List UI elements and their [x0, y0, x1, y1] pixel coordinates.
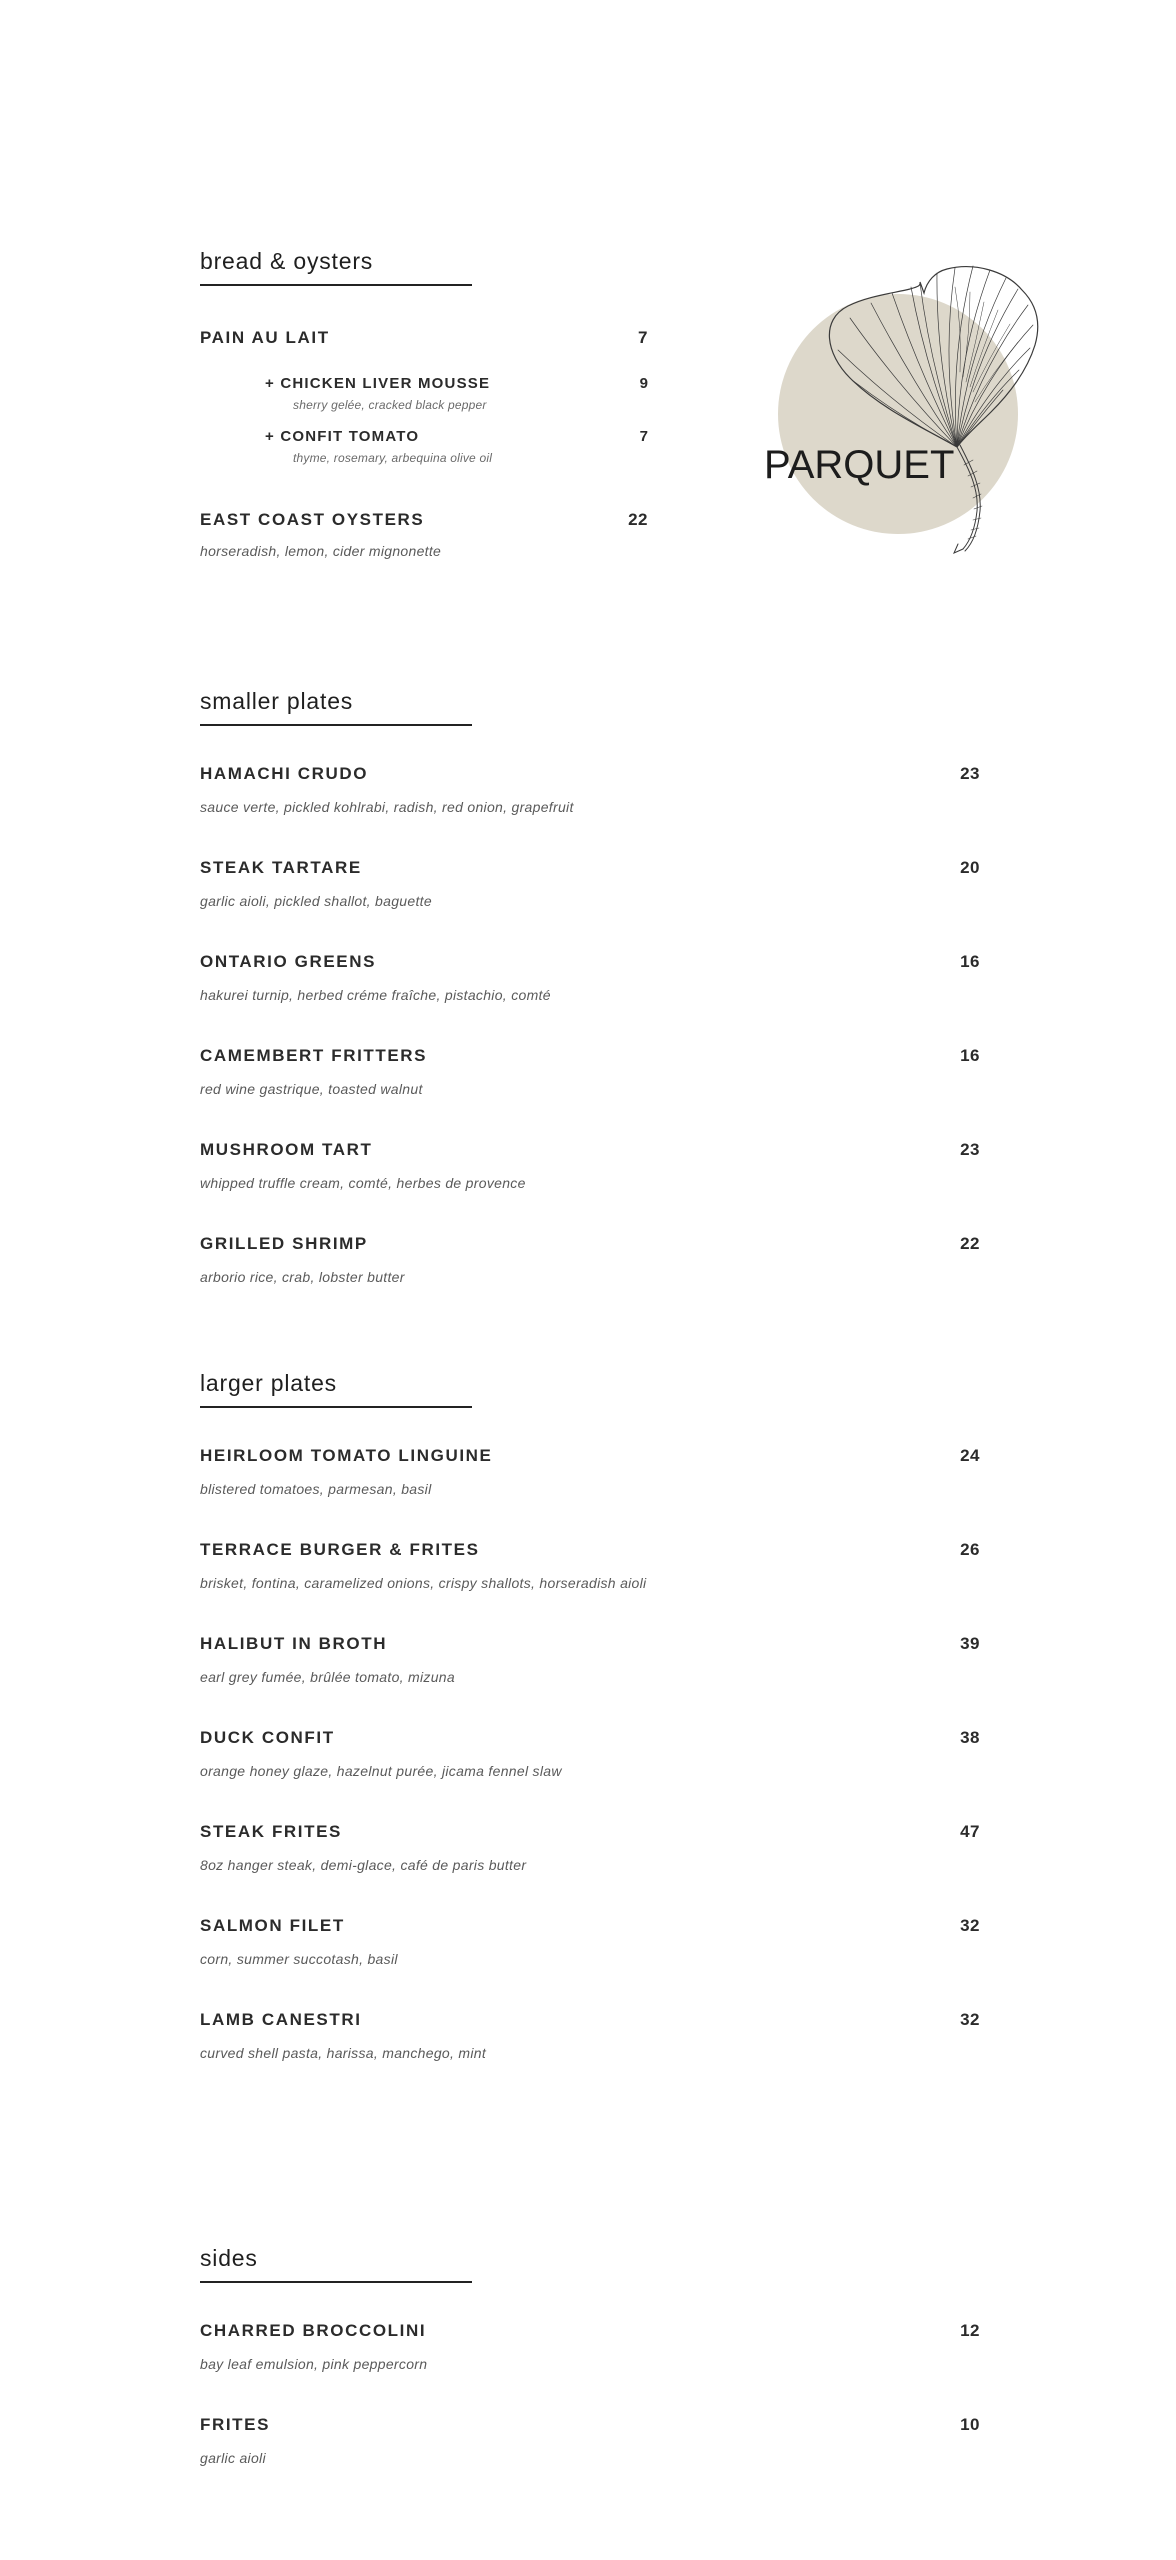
- item-name: ONTARIO GREENS: [200, 952, 377, 971]
- menu-section: [200, 2245, 980, 2509]
- item-name: HALIBUT IN BROTH: [200, 1634, 388, 1653]
- item-row: [200, 2415, 980, 2435]
- item-description: red wine gastrique, toasted walnut: [200, 1081, 423, 1097]
- item-name: EAST COAST OYSTERS: [200, 510, 425, 529]
- item-price: 20: [960, 858, 980, 877]
- section-title: smaller plates: [200, 688, 472, 726]
- item-row: [200, 328, 648, 348]
- item-row: [200, 1540, 980, 1560]
- item-description: bay leaf emulsion, pink peppercorn: [200, 2356, 428, 2372]
- item-description: curved shell pasta, harissa, manchego, mint: [200, 2045, 487, 2061]
- menu-item: [200, 2010, 980, 2062]
- item-name: CHARRED BROCCOLINI: [200, 2321, 427, 2340]
- item-row: [200, 1446, 980, 1466]
- item-price: 16: [960, 1046, 980, 1065]
- item-row: [200, 952, 980, 972]
- item-name: HAMACHI CRUDO: [200, 764, 369, 783]
- item-name: CAMEMBERT FRITTERS: [200, 1046, 428, 1065]
- item-row: [200, 1140, 980, 1160]
- item-addon: [200, 375, 648, 412]
- menu-item: [200, 1046, 980, 1098]
- item-name: HEIRLOOM TOMATO LINGUINE: [200, 1446, 493, 1465]
- item-row: [200, 2321, 980, 2341]
- ginkgo-leaf-icon: [770, 262, 1050, 562]
- menu-item: [200, 1728, 980, 1780]
- item-price: 23: [960, 764, 980, 783]
- item-row: [200, 2010, 980, 2030]
- item-description: horseradish, lemon, cider mignonette: [200, 543, 442, 559]
- item-name: GRILLED SHRIMP: [200, 1234, 368, 1253]
- item-row: [200, 858, 980, 878]
- item-description: garlic aioli, pickled shallot, baguette: [200, 893, 432, 909]
- section-title: sides: [200, 2245, 472, 2283]
- item-price: 12: [960, 2321, 980, 2340]
- item-price: 22: [960, 1234, 980, 1253]
- menu-item: [200, 1822, 980, 1874]
- item-description: hakurei turnip, herbed créme fraîche, pistachio, comté: [200, 987, 551, 1003]
- item-name: STEAK TARTARE: [200, 858, 362, 877]
- menu-item: [200, 1540, 980, 1592]
- item-price: 23: [960, 1140, 980, 1159]
- item-price: 7: [638, 328, 648, 347]
- menu-item: [200, 764, 980, 816]
- item-description: brisket, fontina, caramelized onions, crispy shallots, horseradish aioli: [200, 1575, 647, 1591]
- item-price: 47: [960, 1822, 980, 1841]
- item-description: corn, summer succotash, basil: [200, 1951, 398, 1967]
- item-name: DUCK CONFIT: [200, 1728, 335, 1747]
- addon-row: [265, 375, 648, 393]
- item-name: MUSHROOM TART: [200, 1140, 373, 1159]
- menu-item: [200, 858, 980, 910]
- addon-description: sherry gelée, cracked black pepper: [293, 398, 487, 412]
- item-addon: [200, 428, 648, 465]
- item-price: 32: [960, 2010, 980, 2029]
- menu-item: [200, 1446, 980, 1498]
- item-name: STEAK FRITES: [200, 1822, 342, 1841]
- item-description: whipped truffle cream, comté, herbes de provence: [200, 1175, 526, 1191]
- brand-wordmark: PARQUET: [764, 443, 955, 487]
- item-price: 24: [960, 1446, 980, 1465]
- menu-item: [200, 1634, 980, 1686]
- item-addons: [200, 375, 648, 465]
- menu-item: [200, 1916, 980, 1968]
- menu-item: [200, 1140, 980, 1192]
- addon-price: 7: [639, 428, 648, 445]
- item-row: [200, 510, 648, 530]
- menu-item: [200, 510, 648, 560]
- item-price: 22: [628, 510, 648, 529]
- item-row: [200, 1916, 980, 1936]
- menu-item: [200, 328, 648, 465]
- item-description: garlic aioli: [200, 2450, 266, 2466]
- item-price: 39: [960, 1634, 980, 1653]
- item-row: [200, 764, 980, 784]
- menu-section: [200, 248, 648, 560]
- item-row: [200, 1728, 980, 1748]
- item-name: LAMB CANESTRI: [200, 2010, 362, 2029]
- item-description: orange honey glaze, hazelnut purée, jicama fennel slaw: [200, 1763, 562, 1779]
- addon-price: 9: [639, 375, 648, 392]
- item-price: 26: [960, 1540, 980, 1559]
- item-description: sauce verte, pickled kohlrabi, radish, red onion, grapefruit: [200, 799, 574, 815]
- menu-item: [200, 2321, 980, 2373]
- item-row: [200, 1634, 980, 1654]
- section-title: bread & oysters: [200, 248, 472, 286]
- item-row: [200, 1234, 980, 1254]
- item-description: arborio rice, crab, lobster butter: [200, 1269, 405, 1285]
- item-price: 38: [960, 1728, 980, 1747]
- addon-name: + CHICKEN LIVER MOUSSE: [265, 375, 491, 392]
- addon-row: [265, 428, 648, 446]
- item-row: [200, 1046, 980, 1066]
- item-name: SALMON FILET: [200, 1916, 345, 1935]
- item-price: 32: [960, 1916, 980, 1935]
- item-price: 16: [960, 952, 980, 971]
- item-row: [200, 1822, 980, 1842]
- addon-name: + CONFIT TOMATO: [265, 428, 420, 445]
- menu-section: [200, 688, 980, 1328]
- item-description: 8oz hanger steak, demi-glace, café de paris butter: [200, 1857, 527, 1873]
- item-description: blistered tomatoes, parmesan, basil: [200, 1481, 432, 1497]
- section-title: larger plates: [200, 1370, 472, 1408]
- item-price: 10: [960, 2415, 980, 2434]
- item-description: earl grey fumée, brûlée tomato, mizuna: [200, 1669, 455, 1685]
- menu-item: [200, 2415, 980, 2467]
- addon-description: thyme, rosemary, arbequina olive oil: [293, 451, 493, 465]
- item-name: FRITES: [200, 2415, 271, 2434]
- item-name: PAIN AU LAIT: [200, 328, 330, 347]
- item-name: TERRACE BURGER & FRITES: [200, 1540, 480, 1559]
- menu-item: [200, 1234, 980, 1286]
- menu-item: [200, 952, 980, 1004]
- menu-section: [200, 1370, 980, 2104]
